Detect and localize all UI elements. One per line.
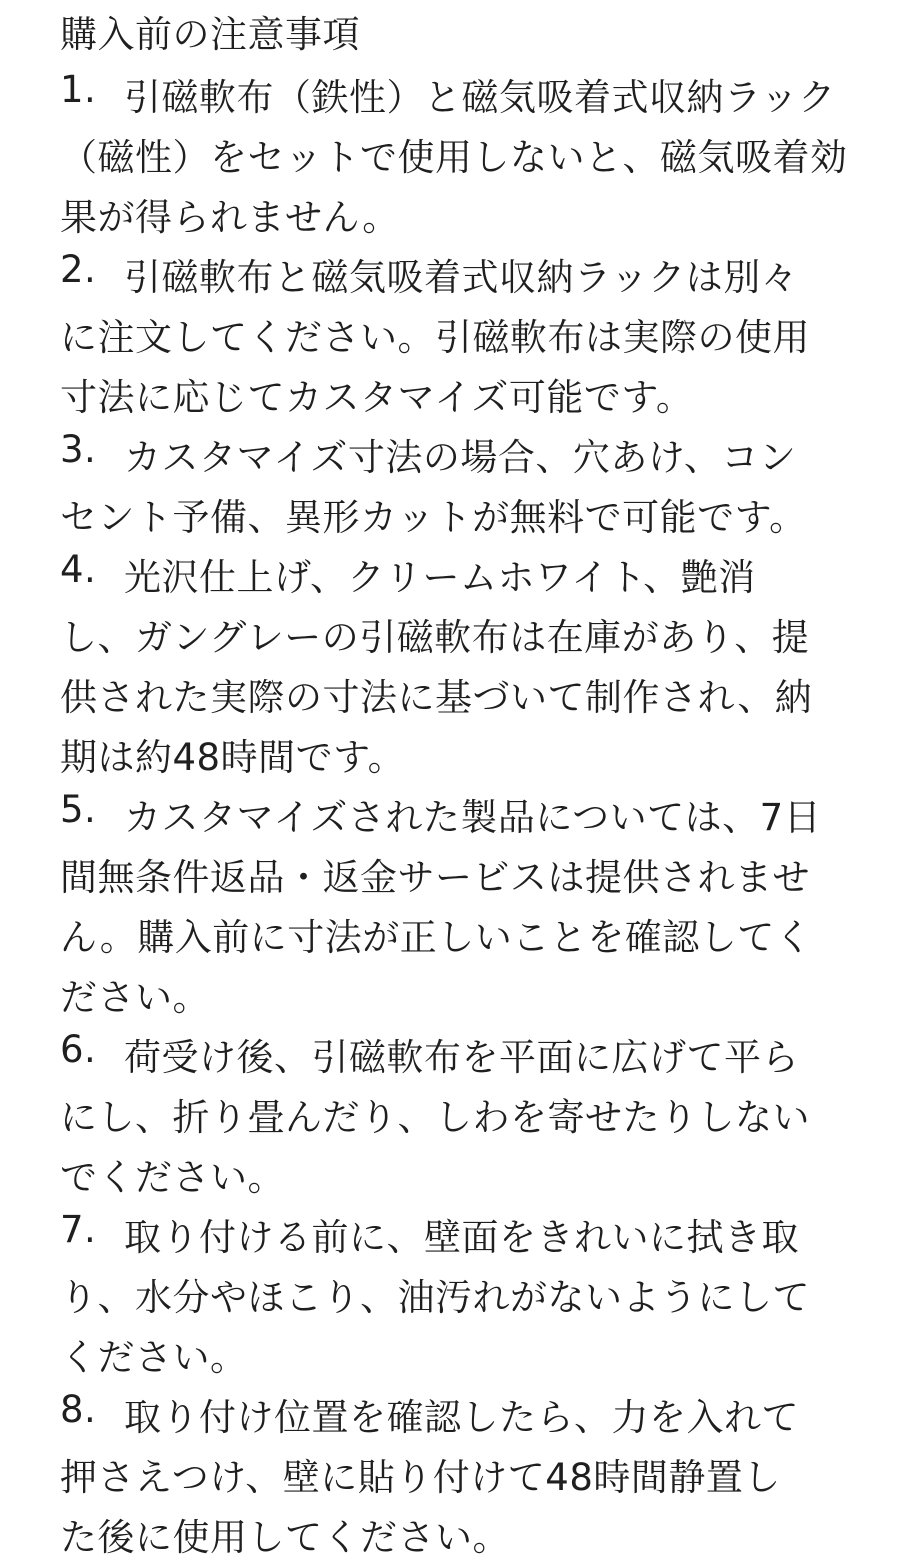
note-number: 8. — [60, 1388, 97, 1431]
note-number: 4. — [60, 548, 97, 591]
note-item — [60, 548, 840, 788]
note-line: 期は約48時間です。 — [60, 736, 406, 779]
note-number: 2. — [60, 248, 97, 291]
note-line: でください。 — [60, 1156, 285, 1199]
note-line: にし、折り畳んだり、しわを寄せたりしない — [60, 1096, 810, 1139]
note-line: 光沢仕上げ、クリームホワイト、艶消 — [124, 556, 756, 599]
note-line: 引磁軟布と磁気吸着式収納ラックは別々 — [124, 256, 799, 299]
note-line: 間無条件返品・返金サービスは提供されませ — [60, 856, 810, 899]
note-line: り、水分やほこり、油汚れがないようにして — [60, 1276, 810, 1319]
note-line: 取り付け位置を確認したら、力を入れて — [124, 1396, 799, 1439]
note-line: し、ガングレーの引磁軟布は在庫があり、提 — [60, 616, 810, 659]
note-line: カスタマイズされた製品については、7日 — [124, 796, 822, 839]
note-line: ださい。 — [60, 976, 210, 1019]
note-line: た後に使用してください。 — [60, 1516, 510, 1559]
note-number: 3. — [60, 428, 97, 471]
note-number: 7. — [60, 1208, 97, 1251]
note-line: に注文してください。引磁軟布は実際の使用 — [60, 316, 810, 359]
note-line: カスタマイズ寸法の場合、穴あけ、コン — [124, 436, 797, 479]
notes-list — [60, 68, 848, 1568]
note-item — [60, 428, 840, 548]
note-number: 1. — [60, 68, 97, 111]
note-line: 寸法に応じてカスタマイズ可能です。 — [60, 376, 694, 419]
notice-page — [60, 13, 848, 1568]
note-line: 荷受け後、引磁軟布を平面に広げて平ら — [124, 1036, 799, 1079]
note-item — [60, 68, 848, 248]
note-line: （磁性）をセットで使用しないと、磁気吸着効 — [60, 136, 848, 179]
note-line: 押さえつけ、壁に貼り付けて48時間静置し — [60, 1456, 781, 1499]
note-item — [60, 1388, 840, 1568]
note-number: 5. — [60, 788, 97, 831]
note-item — [60, 788, 840, 1028]
note-number: 6. — [60, 1028, 97, 1071]
note-line: 取り付ける前に、壁面をきれいに拭き取 — [124, 1216, 799, 1259]
note-line: ん。購入前に寸法が正しいことを確認してく — [60, 916, 813, 959]
note-item — [60, 1028, 840, 1208]
note-line: 引磁軟布（鉄性）と磁気吸着式収納ラック — [124, 76, 836, 119]
note-line: ください。 — [60, 1336, 248, 1379]
note-line: 果が得られません。 — [60, 196, 400, 239]
page-title: 購入前の注意事項 — [60, 13, 360, 56]
note-line: セント予備、異形カットが無料で可能です。 — [60, 496, 807, 539]
note-item — [60, 1208, 840, 1388]
note-line: 供された実際の寸法に基づいて制作され、納 — [60, 676, 813, 719]
note-item — [60, 248, 840, 428]
